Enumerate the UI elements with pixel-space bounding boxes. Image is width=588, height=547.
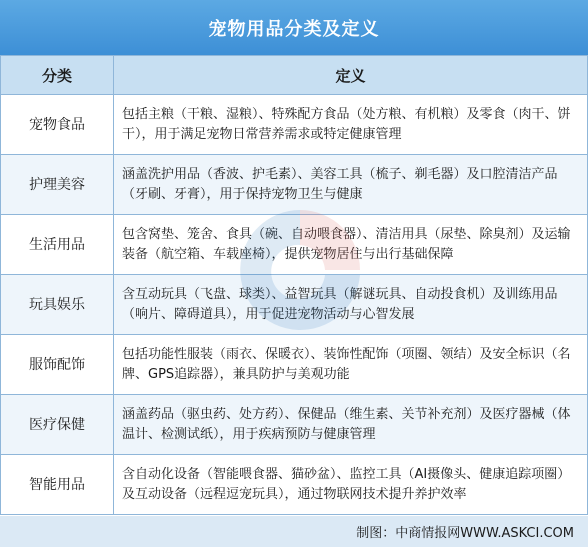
title-bar: [0, 0, 588, 55]
definition-cell: 含自动化设备（智能喂食器、猫砂盆）、监控工具（AI摄像头、健康追踪项圈）及互动设备（远程逗宠玩具），通过物联网技术提升养护效率: [114, 455, 588, 515]
definition-cell: 包含窝垫、笼舍、食具（碗、自动喂食器）、清洁用具（尿垫、除臭剂）及运输装备（航空箱、车载座椅），提供宠物居住与出行基础保障: [114, 215, 588, 275]
source-footer: [0, 516, 588, 547]
definition-table: [0, 55, 588, 515]
category-cell: 宠物食品: [1, 95, 114, 155]
table-row: [1, 155, 588, 215]
definition-cell: 包括主粮（干粮、湿粮）、特殊配方食品（处方粮、有机粮）及零食（肉干、饼干），用于满足宠物日常营养需求或特定健康管理: [114, 95, 588, 155]
page-title: 宠物用品分类及定义: [208, 18, 380, 40]
table-row: [1, 455, 588, 515]
column-header-definition: 定义: [114, 56, 588, 95]
category-cell: 生活用品: [1, 215, 114, 275]
definition-cell: 涵盖洗护用品（香波、护毛素）、美容工具（梳子、剃毛器）及口腔清洁产品（牙刷、牙膏），用于保持宠物卫生与健康: [114, 155, 588, 215]
table-row: [1, 215, 588, 275]
category-cell: 服饰配饰: [1, 335, 114, 395]
table-row: [1, 95, 588, 155]
category-cell: 智能用品: [1, 455, 114, 515]
table-row: [1, 335, 588, 395]
table-row: [1, 275, 588, 335]
column-header-category: 分类: [1, 56, 114, 95]
definition-cell: 含互动玩具（飞盘、球类）、益智玩具（解谜玩具、自动投食机）及训练用品（响片、障碍道具），用于促进宠物活动与心智发展: [114, 275, 588, 335]
category-cell: 护理美容: [1, 155, 114, 215]
definition-cell: 涵盖药品（驱虫药、处方药）、保健品（维生素、关节补充剂）及医疗器械（体温计、检测试纸），用于疾病预防与健康管理: [114, 395, 588, 455]
category-cell: 医疗保健: [1, 395, 114, 455]
table-row: [1, 395, 588, 455]
table-header-row: [1, 56, 588, 95]
source-credit: 制图：中商情报网WWW.ASKCI.COM: [356, 526, 574, 541]
definition-cell: 包括功能性服装（雨衣、保暖衣）、装饰性配饰（项圈、领结）及安全标识（名牌、GPS追踪器），兼具防护与美观功能: [114, 335, 588, 395]
category-cell: 玩具娱乐: [1, 275, 114, 335]
